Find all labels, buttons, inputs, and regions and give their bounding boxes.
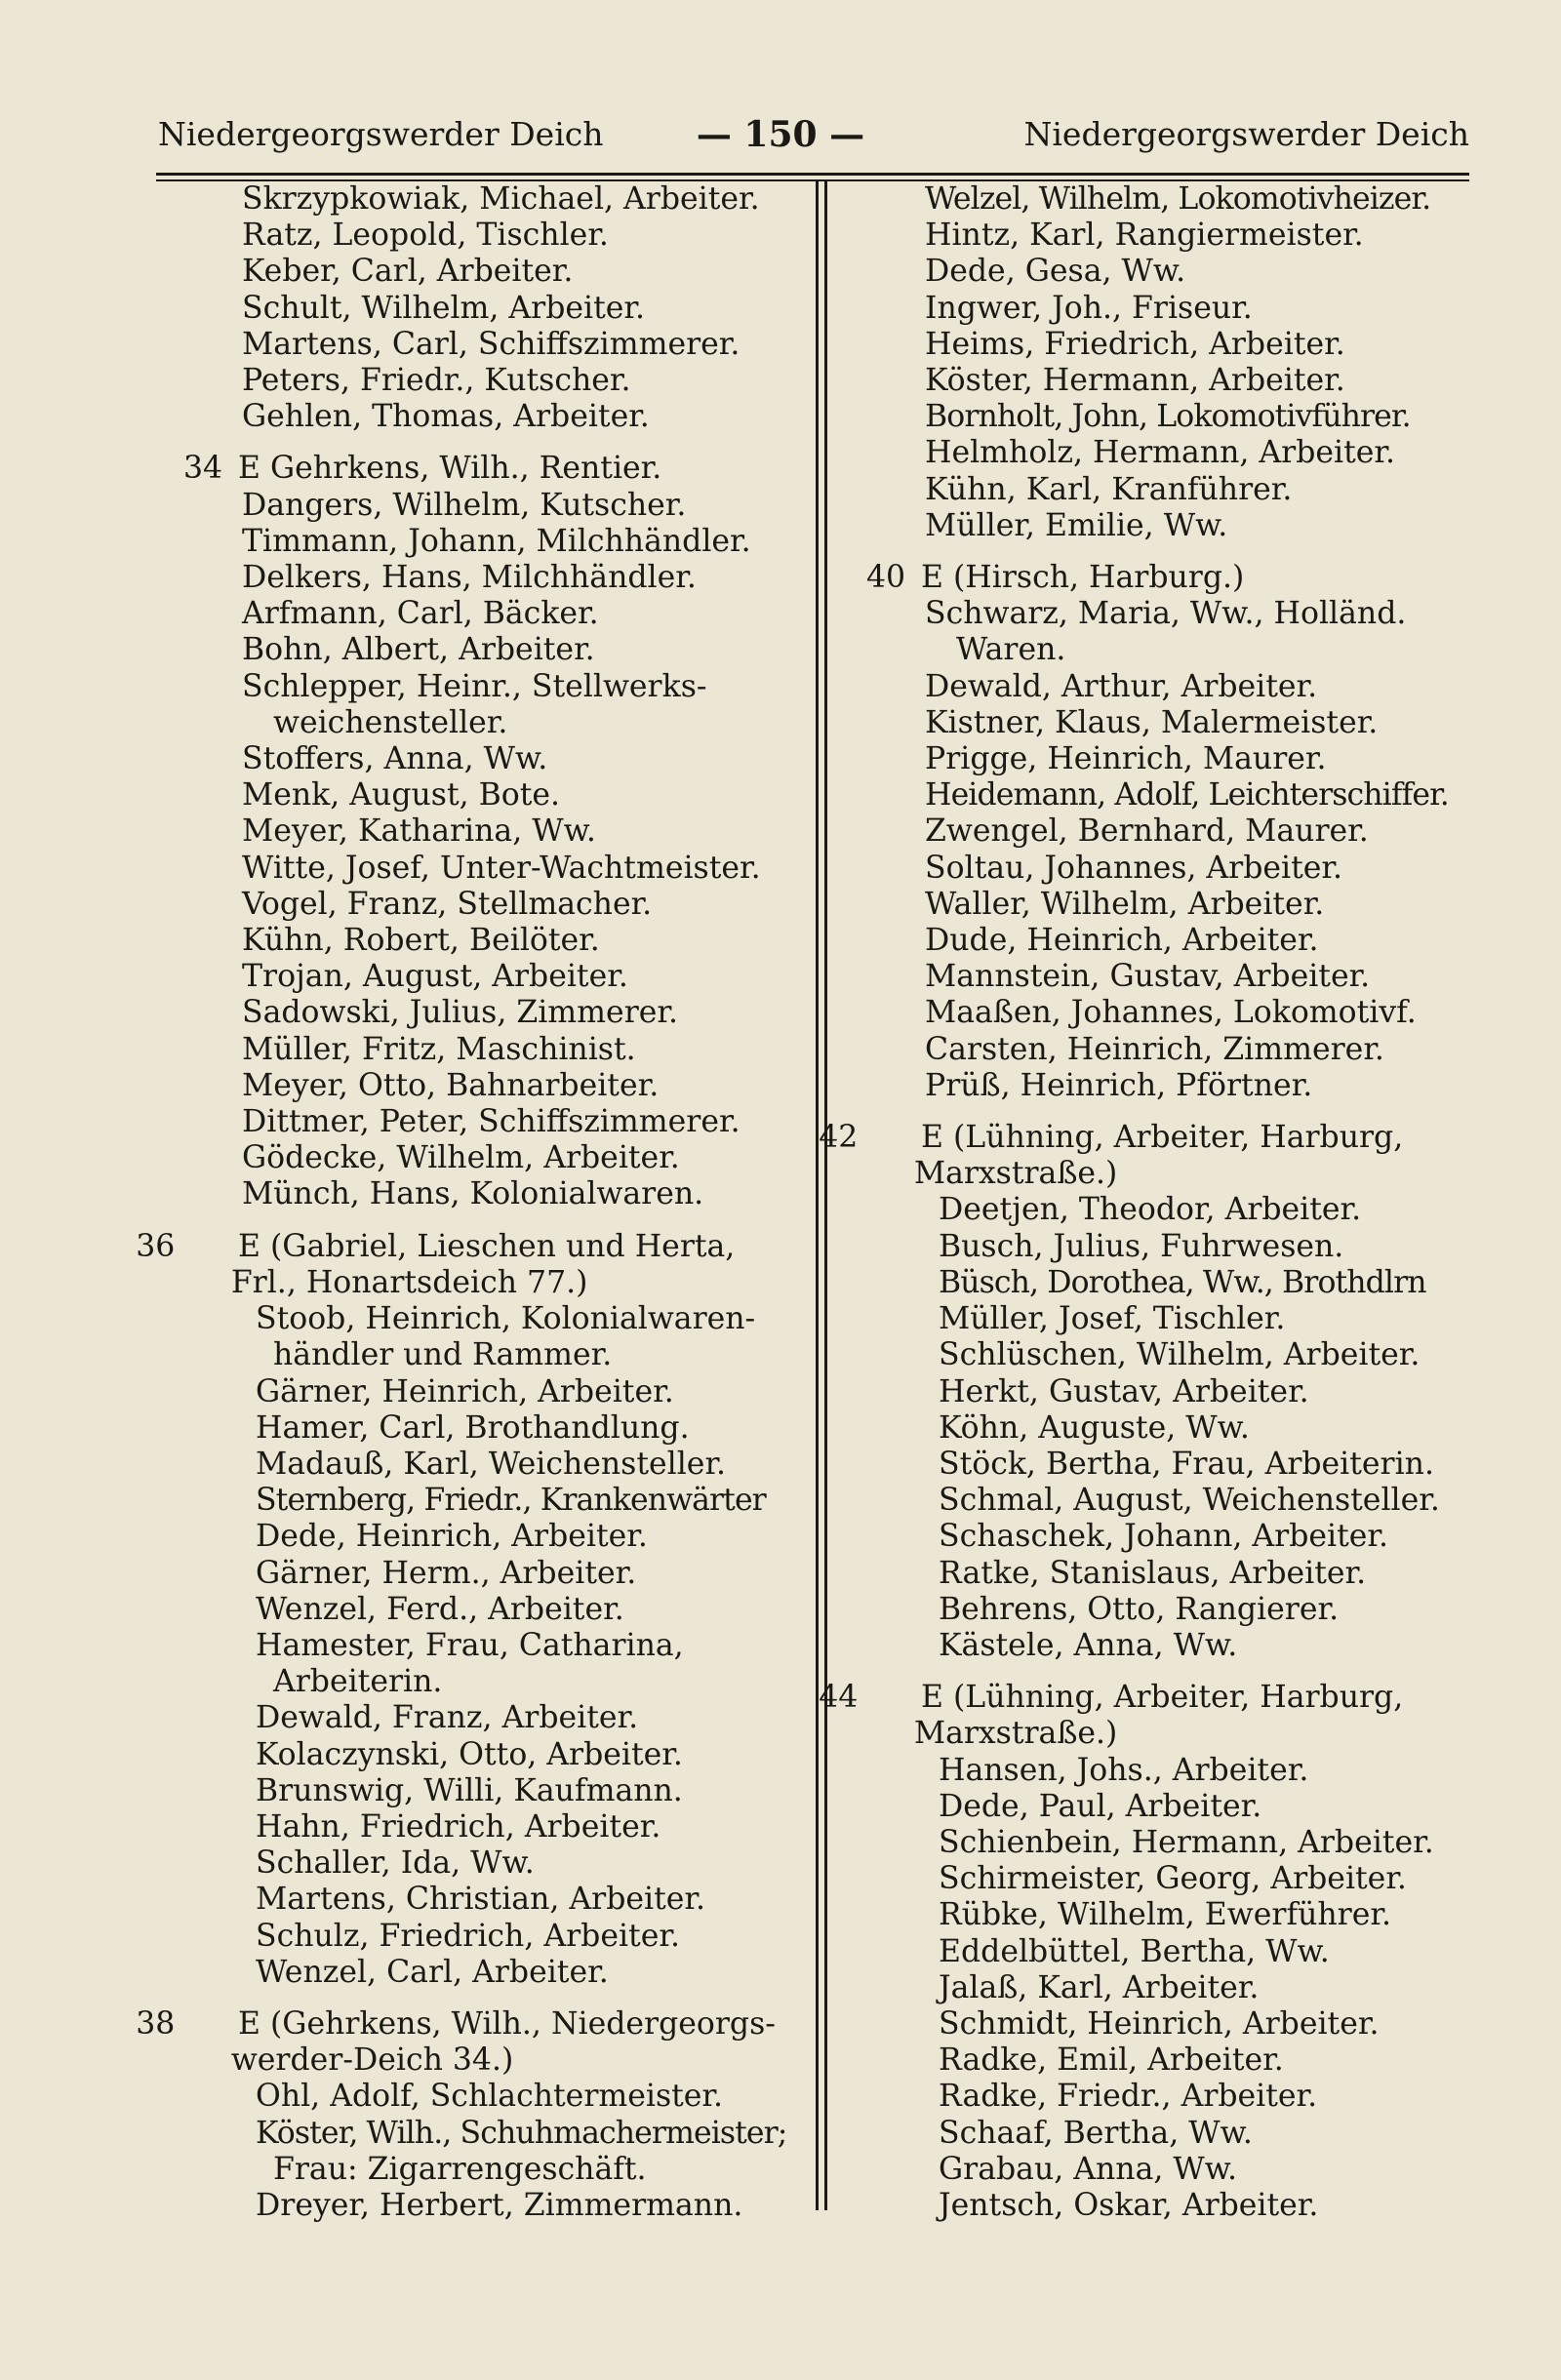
resident-entry: Ohl, Adolf, Schlachtermeister.: [256, 2079, 724, 2115]
resident-entry: Meyer, Katharina, Ww.: [242, 813, 596, 850]
resident-entry: Carsten, Heinrich, Zimmerer.: [925, 1031, 1384, 1067]
resident-entry: Skrzypkowiak, Michael, Arbeiter.: [242, 181, 760, 217]
resident-entry-continuation: Arbeiterin.: [273, 1664, 443, 1700]
resident-entry: Hamer, Carl, Brothandlung.: [256, 1409, 690, 1446]
resident-entry: Peters, Friedr., Kutscher.: [242, 363, 631, 399]
resident-entry: Grabau, Anna, Ww.: [939, 2151, 1238, 2187]
resident-entry: Münch, Hans, Kolonialwaren.: [242, 1176, 704, 1212]
resident-entry: Meyer, Otto, Bahnarbeiter.: [242, 1067, 660, 1103]
resident-entry: Köster, Wilh., Schuhmachermeister;: [256, 2115, 787, 2151]
resident-entry: Welzel, Wilhelm, Lokomotivheizer.: [925, 181, 1431, 217]
resident-entry: Dewald, Franz, Arbeiter.: [256, 1700, 639, 1736]
resident-entry: Müller, Emilie, Ww.: [925, 507, 1228, 543]
resident-entry: Stoob, Heinrich, Kolonialwaren-: [256, 1301, 756, 1337]
resident-entry: Köster, Hermann, Arbeiter.: [925, 363, 1345, 399]
resident-entry: Timmann, Johann, Milchhändler.: [242, 523, 751, 559]
resident-entry: Büsch, Dorothea, Ww., Brothdlrn: [939, 1264, 1426, 1300]
resident-entry: Hamester, Frau, Catharina,: [256, 1627, 684, 1663]
resident-entry: Busch, Julius, Fuhrwesen.: [939, 1228, 1344, 1264]
resident-entry: Schlüschen, Wilhelm, Arbeiter.: [939, 1337, 1421, 1373]
house-number: 34: [183, 451, 223, 487]
resident-entry: Schmidt, Heinrich, Arbeiter.: [939, 2005, 1380, 2042]
column-divider: [816, 181, 819, 2210]
house-entry: [183, 451, 808, 1212]
house-number: 42: [819, 1120, 859, 1156]
house-number: 38: [136, 2005, 176, 2042]
resident-entry: Witte, Josef, Unter-Wachtmeister.: [242, 850, 761, 886]
resident-entry: Dewald, Arthur, Arbeiter.: [925, 668, 1318, 704]
resident-entry-continuation: händler und Rammer.: [273, 1337, 613, 1373]
page-number: — 150 —: [696, 114, 865, 155]
house-entry: [819, 1120, 1491, 1664]
house-header: [819, 1120, 1491, 1192]
resident-entry: Schaller, Ida, Ww.: [256, 1845, 535, 1882]
resident-entry: Prüß, Heinrich, Pförtner.: [925, 1067, 1313, 1103]
house-entry: [136, 2005, 808, 2224]
resident-entry: Stöck, Bertha, Frau, Arbeiterin.: [939, 1446, 1434, 1482]
house-entry: [819, 1680, 1491, 2224]
house-header: [866, 560, 1491, 596]
resident-entry: Radke, Emil, Arbeiter.: [939, 2043, 1284, 2079]
resident-entry: Schaaf, Bertha, Ww.: [939, 2115, 1253, 2151]
house-header: [136, 1228, 808, 1301]
resident-entry: Dangers, Wilhelm, Kutscher.: [242, 487, 687, 523]
resident-entry: Waller, Wilhelm, Arbeiter.: [925, 886, 1325, 922]
resident-entry: Kühn, Karl, Kranführer.: [925, 471, 1293, 507]
resident-entry: Schult, Wilhelm, Arbeiter.: [242, 290, 646, 326]
house-header: [819, 1680, 1491, 1752]
resident-entry: Müller, Josef, Tischler.: [939, 1301, 1286, 1337]
resident-entry: Schwarz, Maria, Ww., Holländ.: [925, 596, 1407, 632]
continuation-entries: [183, 181, 808, 435]
resident-entry: Jentsch, Oskar, Arbeiter.: [939, 2187, 1319, 2223]
resident-entry: Schmal, August, Weichensteller.: [939, 1483, 1440, 1519]
resident-entry: Mannstein, Gustav, Arbeiter.: [925, 959, 1371, 995]
resident-entry: Keber, Carl, Arbeiter.: [242, 254, 574, 290]
resident-entry: Helmholz, Hermann, Arbeiter.: [925, 435, 1396, 471]
resident-entry-continuation: Waren.: [956, 632, 1066, 668]
resident-entry: Deetjen, Theodor, Arbeiter.: [939, 1192, 1362, 1228]
resident-entry: Ratz, Leopold, Tischler.: [242, 218, 609, 254]
house-entry: [136, 1228, 808, 1991]
resident-entry: Herkt, Gustav, Arbeiter.: [939, 1373, 1309, 1409]
resident-entry: Dude, Heinrich, Arbeiter.: [925, 923, 1319, 959]
resident-entry-continuation: Frau: Zigarrengeschäft.: [273, 2151, 647, 2187]
resident-entry: Kolaczynski, Otto, Arbeiter.: [256, 1736, 683, 1772]
house-owner: E (Gabriel, Lieschen und Herta, Frl., Honartsdeich 77.): [230, 1228, 736, 1300]
resident-entry: Dreyer, Herbert, Zimmermann.: [256, 2187, 743, 2223]
resident-entry: Ratke, Stanislaus, Arbeiter.: [939, 1555, 1367, 1591]
resident-entry: Wenzel, Ferd., Arbeiter.: [256, 1591, 624, 1627]
house-owner: E (Gehrkens, Wilh., Niedergeorgs-werder-Deich 34.): [230, 2005, 776, 2079]
resident-entry: Dittmer, Peter, Schiffszimmerer.: [242, 1104, 740, 1140]
resident-entry: Gärner, Herm., Arbeiter.: [256, 1555, 637, 1591]
resident-entry: Kästele, Anna, Ww.: [939, 1627, 1238, 1663]
column-divider: [824, 181, 827, 2210]
resident-entry: Gödecke, Wilhelm, Arbeiter.: [242, 1140, 680, 1176]
resident-entry: Eddelbüttel, Bertha, Ww.: [939, 1933, 1330, 1969]
house-owner: E (Lühning, Arbeiter, Harburg, Marxstraße.): [913, 1680, 1404, 1752]
house-entry: [866, 560, 1491, 1104]
resident-entry: Bornholt, John, Lokomotivführer.: [925, 399, 1411, 435]
resident-entry: Heidemann, Adolf, Leichterschiffer.: [925, 777, 1449, 813]
continuation-entries: [866, 181, 1491, 544]
house-owner: E (Hirsch, Harburg.): [921, 560, 1245, 596]
house-number: 40: [866, 560, 906, 596]
resident-entry: Martens, Christian, Arbeiter.: [256, 1882, 705, 1918]
resident-entry: Kistner, Klaus, Malermeister.: [925, 704, 1379, 740]
resident-entry: Jalaß, Karl, Arbeiter.: [939, 1969, 1260, 2005]
resident-entry: Dede, Heinrich, Arbeiter.: [256, 1519, 648, 1555]
running-head-left: Niedergeorgswerder Deich: [158, 115, 604, 153]
resident-entry: Ingwer, Joh., Friseur.: [925, 290, 1253, 326]
resident-entry: Kühn, Robert, Beilöter.: [242, 923, 600, 959]
resident-entry: Schlepper, Heinr., Stellwerks-: [242, 668, 707, 704]
resident-entry: Brunswig, Willi, Kaufmann.: [256, 1772, 683, 1808]
resident-entry: Radke, Friedr., Arbeiter.: [939, 2079, 1318, 2115]
house-header: [136, 2005, 808, 2079]
resident-entry: Schienbein, Hermann, Arbeiter.: [939, 1824, 1434, 1860]
resident-entry: Köhn, Auguste, Ww.: [939, 1409, 1250, 1446]
resident-entry: Zwengel, Bernhard, Maurer.: [925, 813, 1369, 850]
resident-entry: Behrens, Otto, Rangierer.: [939, 1591, 1340, 1627]
house-owner: E Gehrkens, Wilh., Rentier.: [238, 451, 662, 487]
resident-entry: Menk, August, Bote.: [242, 777, 561, 813]
left-column: [136, 181, 808, 2224]
resident-entry: Sternberg, Friedr., Krankenwärter: [256, 1483, 766, 1519]
resident-entry: Soltau, Johannes, Arbeiter.: [925, 850, 1343, 886]
resident-entry: Arfmann, Carl, Bäcker.: [242, 596, 599, 632]
resident-entry: Hintz, Karl, Rangiermeister.: [925, 218, 1364, 254]
resident-entry: Bohn, Albert, Arbeiter.: [242, 632, 595, 668]
house-owner: E (Lühning, Arbeiter, Harburg, Marxstraße.): [913, 1120, 1404, 1192]
resident-entry: Vogel, Franz, Stellmacher.: [242, 886, 653, 922]
resident-entry: Delkers, Hans, Milchhändler.: [242, 560, 697, 596]
resident-entry: Wenzel, Carl, Arbeiter.: [256, 1954, 609, 1990]
resident-entry: Trojan, August, Arbeiter.: [242, 959, 628, 995]
resident-entry: Dede, Gesa, Ww.: [925, 254, 1186, 290]
resident-entry: Müller, Fritz, Maschinist.: [242, 1031, 636, 1067]
resident-entry: Schirmeister, Georg, Arbeiter.: [939, 1861, 1407, 1897]
resident-entry: Maaßen, Johannes, Lokomotivf.: [925, 995, 1417, 1031]
resident-entry: Dede, Paul, Arbeiter.: [939, 1788, 1262, 1824]
resident-entry: Hahn, Friedrich, Arbeiter.: [256, 1808, 661, 1844]
house-number: 36: [136, 1228, 176, 1264]
resident-entry: Rübke, Wilhelm, Ewerführer.: [939, 1897, 1391, 1933]
running-head-right: Niedergeorgswerder Deich: [1023, 115, 1469, 153]
resident-entry-continuation: weichensteller.: [273, 704, 508, 740]
resident-entry: Sadowski, Julius, Zimmerer.: [242, 995, 678, 1031]
resident-entry: Gärner, Heinrich, Arbeiter.: [256, 1373, 674, 1409]
resident-entry: Hansen, Johs., Arbeiter.: [939, 1752, 1309, 1788]
resident-entry: Schaschek, Johann, Arbeiter.: [939, 1519, 1388, 1555]
resident-entry: Schulz, Friedrich, Arbeiter.: [256, 1918, 680, 1954]
resident-entry: Martens, Carl, Schiffszimmerer.: [242, 326, 740, 362]
right-column: [819, 181, 1491, 2224]
resident-entry: Stoffers, Anna, Ww.: [242, 741, 548, 777]
resident-entry: Heims, Friedrich, Arbeiter.: [925, 326, 1345, 362]
house-header: [183, 451, 808, 487]
house-number: 44: [819, 1680, 859, 1716]
resident-entry: Madauß, Karl, Weichensteller.: [256, 1446, 727, 1482]
header-rule: [156, 173, 1469, 176]
resident-entry: Prigge, Heinrich, Maurer.: [925, 741, 1327, 777]
resident-entry: Gehlen, Thomas, Arbeiter.: [242, 399, 650, 435]
